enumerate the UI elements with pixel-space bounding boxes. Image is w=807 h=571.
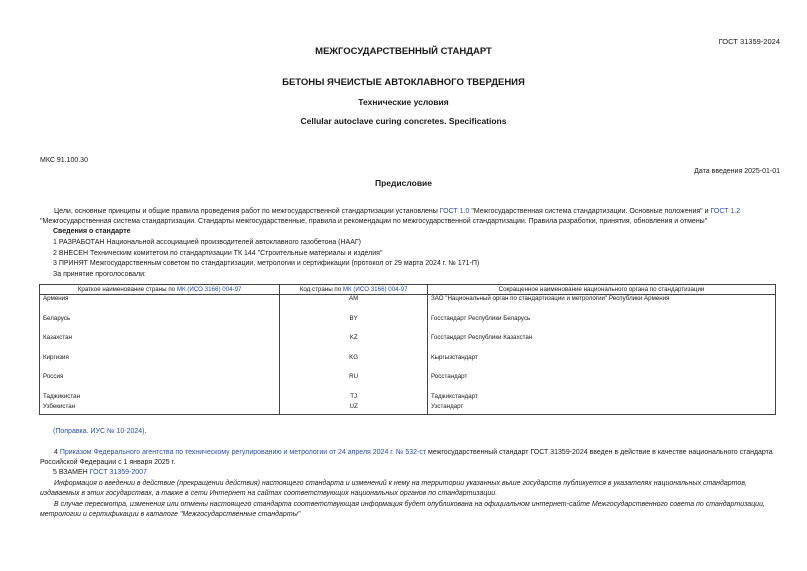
code-cell: RU <box>280 373 428 393</box>
intro-text: Цели, основные принципы и общие правила проведения работ по межгосударственной стандартизации установлены <box>54 208 440 215</box>
code-cell: BY <box>280 315 428 335</box>
country-cell: Таджикистан <box>40 393 280 403</box>
item-2: 2 ВНЕСЕН Техническим комитетом по стандартизации ТК 144 "Строительные материалы и изделия" <box>53 250 383 257</box>
gost-31359-2007-link[interactable]: ГОСТ 31359-2007 <box>89 469 147 476</box>
country-cell: Узбекистан <box>40 403 280 415</box>
document-subtitle: Технические условия <box>358 97 449 107</box>
body-cell: ЗАО "Национальный орган по стандартизации и метрологии" Республики Армения <box>428 295 776 315</box>
gost-1-2-link[interactable]: ГОСТ 1.2 <box>710 208 741 215</box>
preface-intro <box>40 207 775 227</box>
intro-text: "Межгосударственная система стандартизации. Стандарты межгосударственные, правила и рекомендации по межгосударственной стандартизации. Правила разработки, принятия, обновления и отмены" <box>40 218 708 225</box>
header-text: Краткое наименование страны по <box>77 286 177 293</box>
order-link[interactable]: Приказом Федерального агентства по техническому регулированию и метрологии от 24 апреля 2024 г. № 532-ст <box>59 449 427 456</box>
country-cell: Армения <box>40 295 280 315</box>
code-cell: AM <box>280 295 428 315</box>
table-row <box>40 315 776 335</box>
item-4-text: межгосударственный стандарт ГОСТ 31359-2024 введен в действие в качестве национального стандарта Российской Федерации с 1 января 2025 г. <box>40 449 773 466</box>
item-5-text: 5 ВЗАМЕН <box>53 469 90 476</box>
amendment-line <box>53 428 146 435</box>
document-title: БЕТОНЫ ЯЧЕИСТЫЕ АВТОКЛАВНОГО ТВЕРДЕНИЯ <box>282 77 525 88</box>
info-note: Информация о введении в действие (прекращении действия) настоящего стандарта и изменений к нему на территории указанных выше государств публикуется в указателях национальных стандартов, издаваемых в этих государствах, а также в сети Интернет на сайтах соответствующих национальных органов по стандартизации. <box>40 480 747 497</box>
amendment-link[interactable]: (Поправка. ИУС № 10-2024) <box>53 428 145 435</box>
item-4-number: 4 <box>54 449 60 456</box>
table-row <box>40 334 776 354</box>
standard-type: МЕЖГОСУДАРСТВЕННЫЙ СТАНДАРТ <box>315 46 492 57</box>
table-row <box>40 295 776 315</box>
mk-iso-link[interactable]: МК (ИСО 3166) 004-97 <box>176 286 242 293</box>
table-row <box>40 373 776 393</box>
item-3: 3 ПРИНЯТ Межгосударственным советом по стандартизации, метрологии и сертификации (протокол от 29 марта 2024 г. № 171-П) <box>53 260 480 267</box>
mk-iso-link[interactable]: МК (ИСО 3166) 004-97 <box>342 286 408 293</box>
amendment-tail: . <box>144 428 147 435</box>
body-cell: Госстандарт Республики Казахстан <box>428 334 776 354</box>
body-cell: Таджикстандарт <box>428 393 776 403</box>
country-cell: Россия <box>40 373 280 393</box>
code-cell: KZ <box>280 334 428 354</box>
header-country <box>40 285 280 295</box>
item-1: 1 РАЗРАБОТАН Национальной ассоциацией производителей автоклавного газобетона (НААГ) <box>53 239 362 246</box>
header-code <box>280 285 428 295</box>
country-cell: Киргизия <box>40 354 280 374</box>
info-heading: Сведения о стандарте <box>53 228 131 235</box>
code-cell: TJ <box>280 393 428 403</box>
country-cell: Беларусь <box>40 315 280 335</box>
header-text: Код страны по <box>299 286 343 293</box>
gost-1-0-link[interactable]: ГОСТ 1.0 <box>439 208 470 215</box>
country-cell: Казахстан <box>40 334 280 354</box>
table-header-row <box>40 285 776 295</box>
mks-code: МКС 91.100.30 <box>40 157 88 164</box>
preface-heading: Предисловие <box>374 178 433 188</box>
table-row <box>40 354 776 374</box>
header-body: Сокращенное наименование национального органа по стандартизации <box>428 285 776 295</box>
document-title-english: Cellular autoclave curing concretes. Specifications <box>300 116 507 126</box>
body-cell: Росстандарт <box>428 373 776 393</box>
item-5 <box>53 469 147 476</box>
code-cell: UZ <box>280 403 428 415</box>
table-row <box>40 393 776 403</box>
document-code: ГОСТ 31359-2024 <box>718 37 780 46</box>
table-row <box>40 403 776 415</box>
effective-date: Дата введения 2025-01-01 <box>694 168 780 175</box>
voted-label: За принятие проголосовали: <box>53 271 146 278</box>
body-cell: Узстандарт <box>428 403 776 415</box>
intro-text: "Межгосударственная система стандартизации. Основные положения" и <box>469 208 711 215</box>
body-cell: Кыргызстандарт <box>428 354 776 374</box>
body-cell: Госстандарт Республики Беларусь <box>428 315 776 335</box>
countries-table <box>39 284 776 415</box>
code-cell: KG <box>280 354 428 374</box>
revision-note: В случае пересмотра, изменения или отмены настоящего стандарта соответствующая информация будет опубликована на официальном интернет-сайте Межгосударственного совета по стандартизации, метрологии и сертификации в каталоге "Межгосударственные стандарты" <box>40 501 765 518</box>
item-4 <box>40 448 775 468</box>
